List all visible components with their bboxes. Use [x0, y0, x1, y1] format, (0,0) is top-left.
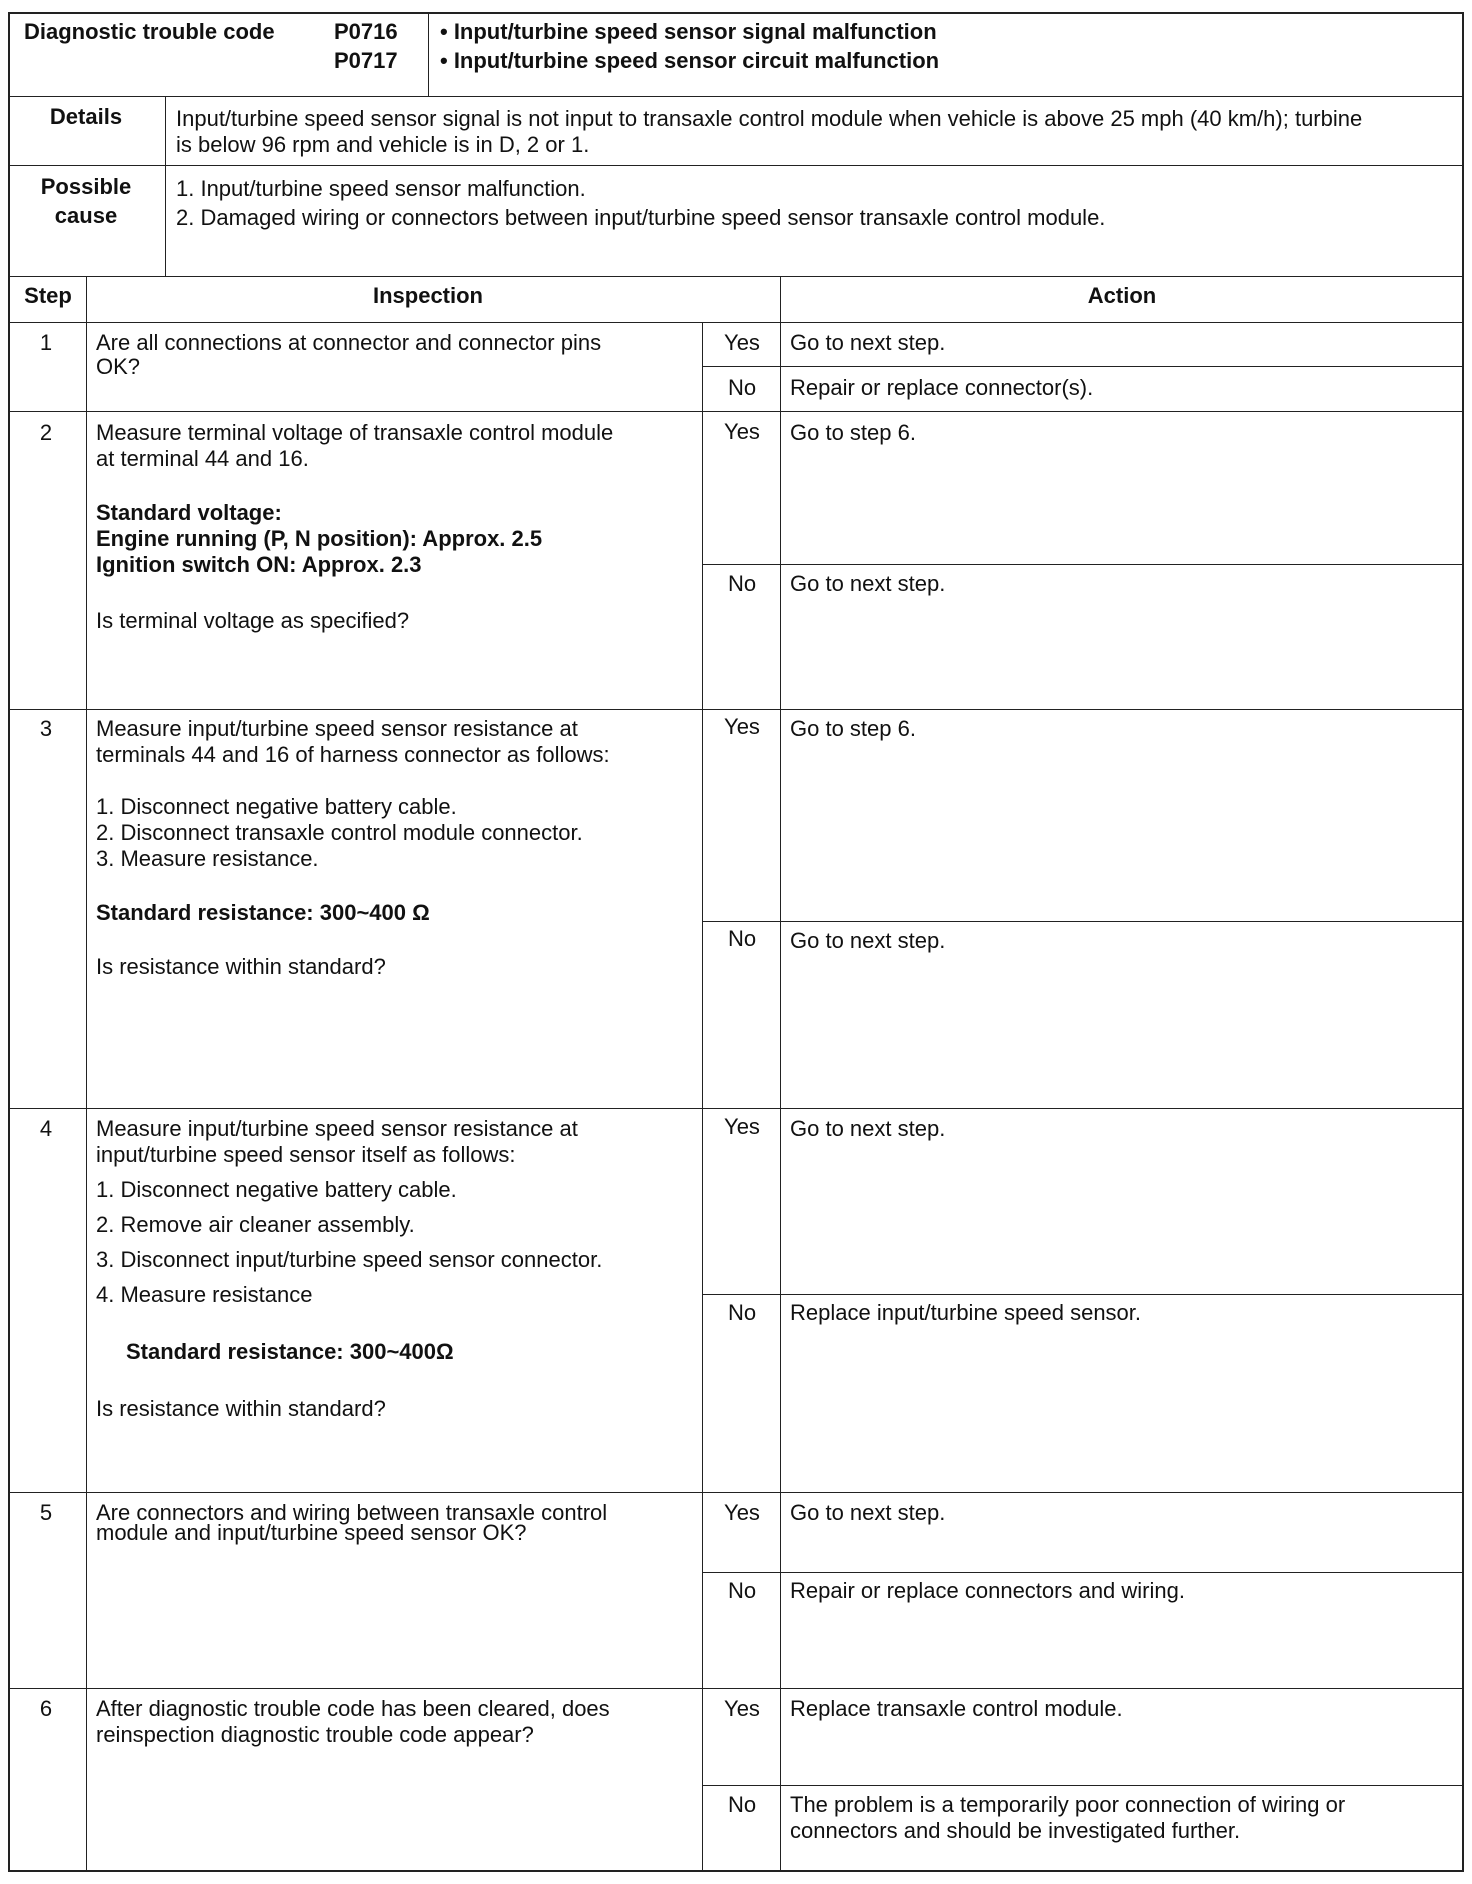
answer-yes: Yes: [724, 330, 760, 355]
details-label: Details: [49, 104, 123, 129]
rule-step6-mid: [702, 1785, 1464, 1786]
no-action: Repair or replace connector(s).: [790, 375, 1094, 400]
step-inspection-line: at terminal 44 and 16.: [96, 446, 309, 471]
step-inspection-line: Are connectors and wiring between transaxle control: [96, 1500, 608, 1525]
dtc-code-1: P0716: [334, 19, 398, 44]
no-action: Repair or replace connectors and wiring.: [790, 1578, 1185, 1603]
step-question: Is resistance within standard?: [96, 954, 386, 979]
possible-cause-label-line2: cause: [54, 203, 118, 228]
step-question: Is terminal voltage as specified?: [96, 608, 410, 633]
step-inspection-line: Are all connections at connector and connector pins: [96, 330, 602, 355]
step-inspection-line: input/turbine speed sensor itself as follows:: [96, 1142, 516, 1167]
rule-label-divider: [165, 96, 166, 276]
rule-step3-bottom: [8, 1108, 1464, 1109]
standard-voltage-heading: Standard voltage:: [96, 500, 282, 525]
dtc-description-2: • Input/turbine speed sensor circuit malfunction: [440, 48, 940, 73]
yes-action: Go to next step.: [790, 330, 946, 355]
yes-action: Go to next step.: [790, 1116, 946, 1141]
yes-action: Go to step 6.: [790, 420, 916, 445]
standard-resistance: Standard resistance: 300~400 Ω: [96, 900, 430, 925]
answer-yes: Yes: [724, 419, 760, 444]
answer-yes: Yes: [724, 714, 760, 739]
step-number: 4: [39, 1116, 53, 1141]
procedure-item: 2. Remove air cleaner assembly.: [96, 1212, 415, 1237]
standard-voltage-ignition: Ignition switch ON: Approx. 2.3: [96, 552, 422, 577]
rule-step5-mid: [702, 1572, 1464, 1573]
rule-step2-mid: [702, 564, 1464, 565]
rule-header-bottom: [8, 96, 1464, 97]
yes-action: Go to next step.: [790, 1500, 946, 1525]
step-inspection-line: reinspection diagnostic trouble code appear?: [96, 1722, 534, 1747]
column-header-step: Step: [24, 283, 72, 308]
dtc-description-1: • Input/turbine speed sensor signal malfunction: [440, 19, 937, 44]
step-inspection-line: OK?: [96, 354, 141, 379]
standard-voltage-engine: Engine running (P, N position): Approx. 2.5: [96, 526, 543, 551]
rule-step4-bottom: [8, 1492, 1464, 1493]
no-action: Go to next step.: [790, 571, 946, 596]
yes-action: Replace transaxle control module.: [790, 1696, 1123, 1721]
answer-no: No: [727, 1792, 757, 1817]
no-action: Go to next step.: [790, 928, 946, 953]
rule-step1-mid: [702, 366, 1464, 367]
step-number: 6: [39, 1696, 53, 1721]
answer-no: No: [727, 571, 757, 596]
no-action-line: connectors and should be investigated further.: [790, 1818, 1241, 1843]
possible-cause-item: 1. Input/turbine speed sensor malfunction.: [176, 176, 586, 201]
procedure-item: 3. Measure resistance.: [96, 846, 319, 871]
standard-resistance: Standard resistance: 300~400Ω: [126, 1339, 454, 1364]
answer-yes: Yes: [724, 1114, 760, 1139]
rule-step4-mid: [702, 1294, 1464, 1295]
rule-step1-bottom: [8, 411, 1464, 412]
column-header-action: Action: [1087, 283, 1157, 308]
procedure-item: 4. Measure resistance: [96, 1282, 313, 1307]
no-action-line: The problem is a temporarily poor connection of wiring or: [790, 1792, 1346, 1817]
answer-no: No: [727, 1300, 757, 1325]
rule-cause-bottom: [8, 276, 1464, 277]
rule-step2-bottom: [8, 709, 1464, 710]
possible-cause-label-line1: Possible: [40, 174, 132, 199]
step-inspection-line: Measure input/turbine speed sensor resistance at: [96, 716, 578, 741]
step-inspection-line: After diagnostic trouble code has been cleared, does: [96, 1696, 610, 1721]
answer-no: No: [727, 375, 757, 400]
rule-header-divider: [428, 12, 429, 96]
procedure-item: 1. Disconnect negative battery cable.: [96, 794, 457, 819]
step-question: Is resistance within standard?: [96, 1396, 386, 1421]
details-text: Input/turbine speed sensor signal is not input to transaxle control module when vehicle is above 25 mph (40 km/h); turbine is below 96 rpm and vehicle is in D, 2 or 1.: [176, 106, 1363, 157]
step-inspection-line: terminals 44 and 16 of harness connector as follows:: [96, 742, 610, 767]
step-inspection-line: Measure input/turbine speed sensor resistance at: [96, 1116, 578, 1141]
dtc-label: Diagnostic trouble code: [24, 19, 275, 44]
procedure-item: 1. Disconnect negative battery cable.: [96, 1177, 457, 1202]
step-inspection-line: module and input/turbine speed sensor OK?: [96, 1520, 527, 1545]
step-number: 3: [39, 716, 53, 741]
step-number: 2: [39, 420, 53, 445]
answer-yes: Yes: [724, 1500, 760, 1525]
answer-no: No: [727, 1578, 757, 1603]
step-number: 1: [39, 330, 53, 355]
possible-cause-item: 2. Damaged wiring or connectors between input/turbine speed sensor transaxle control module.: [176, 205, 1106, 230]
answer-no: No: [727, 926, 757, 951]
rule-colhead-bottom: [8, 322, 1464, 323]
dtc-code-2: P0717: [334, 48, 398, 73]
rule-step-col: [86, 276, 87, 1872]
answer-yes: Yes: [724, 1696, 760, 1721]
rule-step5-bottom: [8, 1688, 1464, 1689]
rule-step3-mid: [702, 921, 1464, 922]
procedure-item: 2. Disconnect transaxle control module connector.: [96, 820, 583, 845]
column-header-inspection: Inspection: [372, 283, 483, 308]
rule-details-bottom: [8, 165, 1464, 166]
rule-answer-col: [702, 322, 703, 1872]
no-action: Replace input/turbine speed sensor.: [790, 1300, 1142, 1325]
rule-action-col: [780, 276, 781, 1872]
step-number: 5: [39, 1500, 53, 1525]
procedure-item: 3. Disconnect input/turbine speed sensor connector.: [96, 1247, 603, 1272]
yes-action: Go to step 6.: [790, 716, 916, 741]
step-inspection-line: Measure terminal voltage of transaxle control module: [96, 420, 614, 445]
